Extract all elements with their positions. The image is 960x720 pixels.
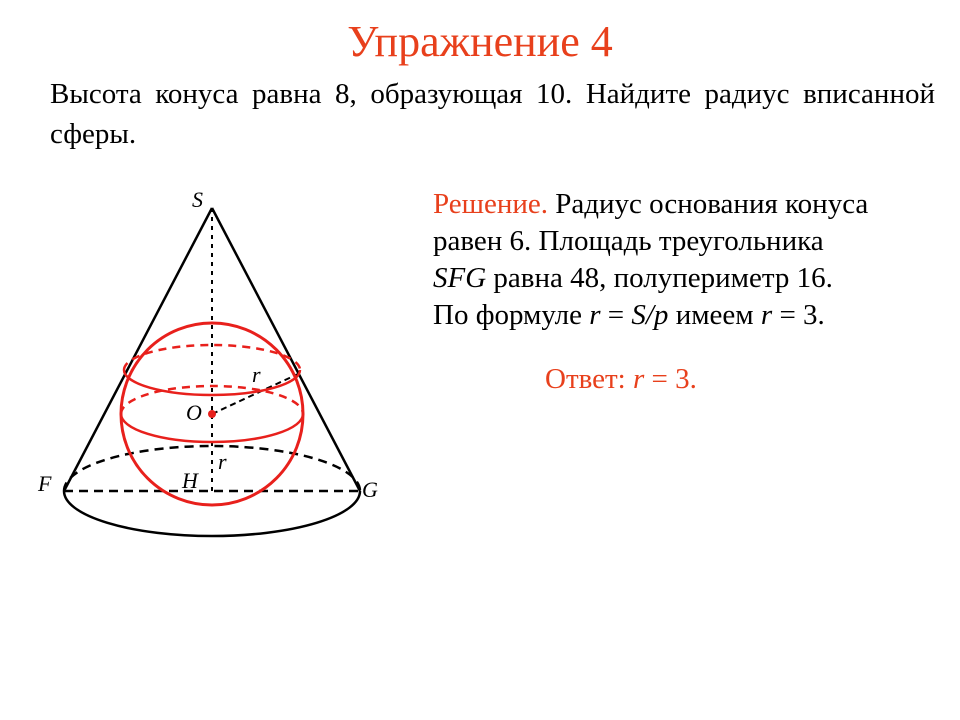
slide-title: Упражнение 4	[347, 17, 613, 66]
formula-sp: S/p	[631, 299, 669, 331]
solution-line4-c: = 3.	[772, 299, 825, 331]
generatrix-sg	[212, 208, 360, 491]
answer-text	[545, 363, 697, 396]
triangle-name: SFG	[433, 262, 487, 294]
center-point-o	[208, 410, 216, 418]
solution-line3: равна 48, полупериметр 16.	[486, 262, 833, 294]
problem-text: Высота конуса равна 8, образующая 10. Найдите радиус вписанной сферы.	[50, 78, 935, 150]
generatrix-sf	[64, 208, 212, 491]
formula-r: r	[589, 299, 601, 331]
label-r-vertical: r	[218, 449, 227, 474]
label-g: G	[362, 477, 378, 502]
label-o: O	[186, 400, 202, 425]
solution-label: Решение.	[433, 188, 548, 220]
label-r-radius: r	[252, 362, 261, 387]
answer-label: Ответ:	[545, 363, 633, 395]
label-f: F	[38, 471, 52, 496]
cone-base-front	[64, 491, 360, 536]
formula-r2: r	[760, 299, 773, 331]
solution-line4-a: По формуле	[433, 299, 590, 331]
label-s: S	[192, 187, 203, 212]
label-h: H	[182, 468, 198, 493]
answer-value: = 3.	[644, 363, 697, 395]
solution-line4-b: имеем	[668, 299, 761, 331]
answer-var: r	[633, 363, 645, 395]
solution-line1: Радиус основания конуса	[547, 188, 869, 220]
formula-eq: =	[600, 299, 632, 331]
solution-text	[433, 186, 933, 334]
solution-line2: равен 6. Площадь треугольника	[433, 225, 824, 257]
